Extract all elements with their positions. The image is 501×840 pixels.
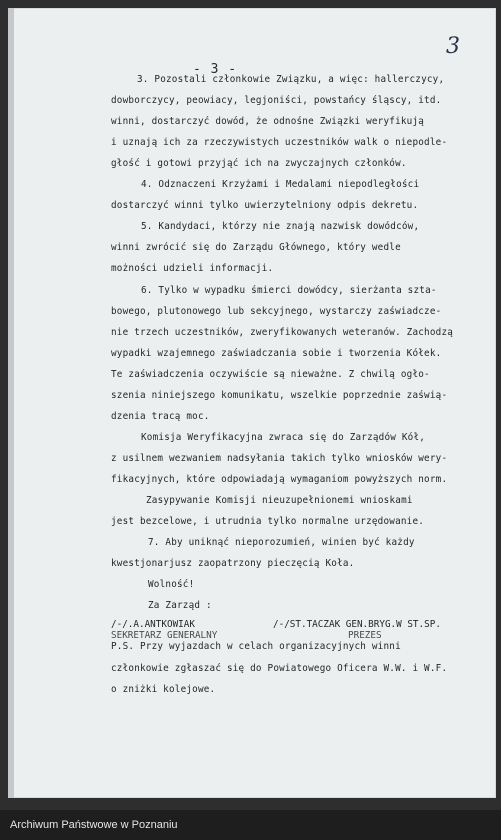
- text-line: Komisja Weryfikacyjna zwraca się do Zarządów Kół,: [141, 432, 426, 443]
- page-fold-shadow: [8, 8, 14, 798]
- ps-line: członkowie zgłaszać się do Powiatowego Oficera W.W. i W.F.: [111, 663, 448, 674]
- text-line: dzenia tracą moc.: [111, 411, 210, 422]
- text-line: 6. Tylko w wypadku śmierci dowódcy, sierżanta szta-: [141, 285, 437, 296]
- text-line: dowborczycy, peowiacy, legjoniści, powstańcy śląscy, itd.: [111, 95, 442, 106]
- text-line: fikacyjnych, które odpowiadają wymaganiom powyższych norm.: [111, 474, 448, 485]
- text-line: i uznają ich za rzeczywistych uczestników walk o niepodle-: [111, 137, 448, 148]
- text-line: 7. Aby uniknąć nieporozumień, winien być każdy: [148, 537, 415, 548]
- signature-left-title: SEKRETARZ GENERALNY: [111, 630, 218, 641]
- text-line: głość i gotowi przyjąć ich na zwyczajnych członków.: [111, 158, 407, 169]
- archive-name: Archiwum Państwowe w Poznaniu: [10, 819, 178, 831]
- text-line: Za Zarząd :: [148, 600, 212, 611]
- signature-right-name: /-/ST.TACZAK GEN.BRYG.W ST.SP.: [273, 619, 441, 630]
- text-line: kwestjonarjusz zaopatrzony pieczęcią Koła.: [111, 558, 355, 569]
- text-line: Wolność!: [148, 579, 195, 590]
- archive-footer: [0, 810, 501, 840]
- signature-right-title: PREZES: [348, 630, 382, 641]
- document-page: [8, 8, 496, 798]
- text-line: Te zaświadczenia oczywiście są nieważne. Z chwilą ogło-: [111, 369, 430, 380]
- text-line: winni zwrócić się do Zarządu Głównego, który wedle: [111, 242, 401, 253]
- text-line: szenia niniejszego komunikatu, wszelkie poprzednie zaświą-: [111, 390, 448, 401]
- ps-line: o zniżki kolejowe.: [111, 684, 216, 695]
- text-line: możności udzieli informacji.: [111, 263, 274, 274]
- text-line: dostarczyć winni tylko uwierzytelniony odpis dekretu.: [111, 200, 419, 211]
- ps-line: P.S. Przy wyjazdach w celach organizacyjnych winni: [111, 641, 401, 652]
- text-line: bowego, plutonowego lub sekcyjnego, wystarczy zaświadcze-: [111, 306, 442, 317]
- page-marker: - 3 -: [193, 62, 238, 77]
- text-line: 5. Kandydaci, którzy nie znają nazwisk dowódców,: [141, 221, 420, 232]
- text-line: jest bezcelowe, i utrudnia tylko normalne urzędowanie.: [111, 516, 425, 527]
- text-line: nie trzech uczestników, zweryfikowanych weteranów. Zachodzą: [111, 327, 454, 338]
- signature-left-name: /-/.A.ANTKOWIAK: [111, 619, 195, 630]
- text-line: 3. Pozostali członkowie Związku, a więc: hallerczycy,: [137, 74, 445, 85]
- handwritten-page-number: 3: [446, 34, 460, 59]
- text-line: z usilnem wezwaniem nadsyłania takich tylko wniosków wery-: [111, 453, 448, 464]
- text-line: wypadki wzajemnego zaświadczania sobie i tworzenia Kółek.: [111, 348, 442, 359]
- text-line: winni, dostarczyć dowód, że odnośne Związki weryfikują: [111, 116, 425, 127]
- text-line: 4. Odznaczeni Krzyżami i Medalami niepodległości: [141, 179, 420, 190]
- text-line: Zasypywanie Komisji nieuzupełnionemi wnioskami: [146, 495, 413, 506]
